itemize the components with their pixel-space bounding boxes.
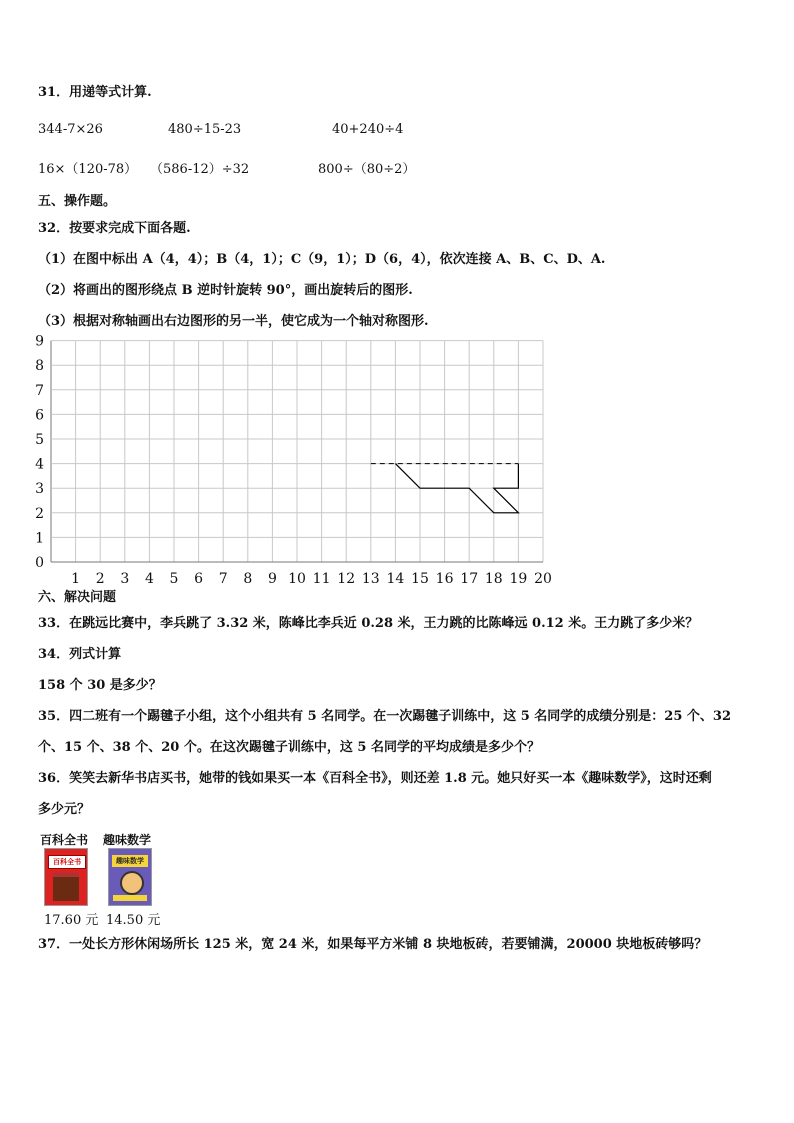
y-tick-label: 0 bbox=[35, 555, 44, 571]
q34-title: 34．列式计算 bbox=[38, 647, 122, 662]
q31-expr-2: 480÷15-23 bbox=[168, 122, 242, 137]
temple-illustration-icon bbox=[53, 873, 79, 901]
x-tick-label: 10 bbox=[288, 571, 306, 587]
y-tick-label: 1 bbox=[35, 530, 44, 547]
q32-part-3: （3）根据对称轴画出右边图形的另一半，使它成为一个轴对称图形. bbox=[38, 314, 429, 329]
book-2-cover bbox=[108, 848, 152, 906]
y-tick-label: 9 bbox=[35, 333, 44, 350]
book-1-title: 百科全书 bbox=[40, 833, 89, 847]
q31-title: 31．用递等式计算. bbox=[38, 85, 152, 100]
x-tick-label: 16 bbox=[435, 571, 454, 587]
q31-expr-6: 800÷（80÷2） bbox=[318, 162, 416, 177]
section-6-heading: 六、解决问题 bbox=[38, 590, 117, 605]
book-1-cover-title: 百科全书 bbox=[48, 855, 86, 869]
x-tick-label: 19 bbox=[509, 571, 528, 587]
x-tick-label: 4 bbox=[144, 571, 154, 587]
y-tick-label: 4 bbox=[35, 456, 44, 473]
y-tick-label: 7 bbox=[35, 382, 44, 399]
y-tick-label: 8 bbox=[35, 358, 44, 375]
q34-text: 158 个 30 是多少？ bbox=[38, 678, 162, 693]
x-tick-label: 1 bbox=[71, 571, 81, 587]
x-tick-label: 20 bbox=[534, 571, 552, 587]
x-tick-label: 12 bbox=[337, 571, 356, 587]
x-tick-label: 15 bbox=[411, 571, 429, 587]
q33-text: 33．在跳远比赛中，李兵跳了 3.32 米，陈峰比李兵近 0.28 米，王力跳的比陈峰远 0.12 米。王力跳了多少米？ bbox=[38, 616, 699, 631]
section-5-heading: 五、操作题。 bbox=[38, 194, 117, 209]
y-tick-label: 5 bbox=[35, 432, 44, 448]
book-2-cover-title: 趣味数学 bbox=[112, 855, 148, 867]
q35-line-1: 35．四二班有一个踢毽子小组，这个小组共有 5 名同学。在一次踢毽子训练中，这 5 名同学的成绩分别是：25 个、32 bbox=[38, 709, 731, 724]
x-tick-label: 7 bbox=[218, 571, 228, 587]
q36-line-2: 多少元？ bbox=[38, 802, 91, 817]
cartoon-face-icon bbox=[120, 871, 144, 895]
q32-title: 32．按要求完成下面各题. bbox=[38, 221, 191, 236]
q32-part-2: （2）将画出的图形绕点 B 逆时针旋转 90°，画出旋转后的图形. bbox=[38, 283, 413, 298]
x-tick-label: 11 bbox=[312, 571, 331, 587]
x-tick-label: 8 bbox=[243, 571, 253, 587]
x-tick-label: 3 bbox=[120, 571, 130, 587]
book-2-footer-band bbox=[113, 895, 147, 901]
book-1-price: 17.60 元 bbox=[44, 913, 99, 928]
book-2-price: 14.50 元 bbox=[106, 913, 161, 928]
x-tick-label: 18 bbox=[484, 571, 503, 587]
q32-part-1: （1）在图中标出 A（4，4）；B（4，1）；C（9，1）；D（6，4），依次连接 A、B、C、D、A. bbox=[38, 252, 606, 267]
y-tick-label: 2 bbox=[35, 505, 44, 522]
q31-expr-1: 344-7×26 bbox=[38, 122, 103, 137]
q31-expr-3: 40+240÷4 bbox=[332, 122, 404, 137]
x-tick-label: 5 bbox=[169, 571, 179, 587]
q36-line-1: 36．笑笑去新华书店买书，她带的钱如果买一本《百科全书》，则还差 1.8 元。她只好买一本《趣味数学》，这时还剩 bbox=[38, 771, 712, 786]
x-tick-label: 13 bbox=[361, 571, 380, 587]
x-tick-label: 6 bbox=[194, 571, 204, 587]
x-tick-label: 9 bbox=[267, 571, 277, 587]
book-2-title: 趣味数学 bbox=[103, 833, 152, 847]
x-tick-label: 17 bbox=[460, 571, 479, 587]
x-tick-label: 2 bbox=[95, 571, 105, 587]
q35-line-2: 个、15 个、38 个、20 个。在这次踢毽子训练中，这 5 名同学的平均成绩是多少个？ bbox=[38, 740, 540, 755]
q37-text: 37．一处长方形休闲场所长 125 米，宽 24 米，如果每平方米铺 8 块地板砖，若要铺满，20000 块地板砖够吗？ bbox=[38, 937, 708, 952]
q31-expr-4: 16×（120-78） bbox=[38, 162, 138, 177]
y-tick-label: 6 bbox=[35, 407, 44, 424]
x-tick-label: 14 bbox=[386, 571, 405, 587]
q31-expr-5: （586-12）÷32 bbox=[150, 162, 250, 177]
book-1-cover bbox=[44, 848, 88, 906]
y-tick-label: 3 bbox=[35, 481, 44, 498]
